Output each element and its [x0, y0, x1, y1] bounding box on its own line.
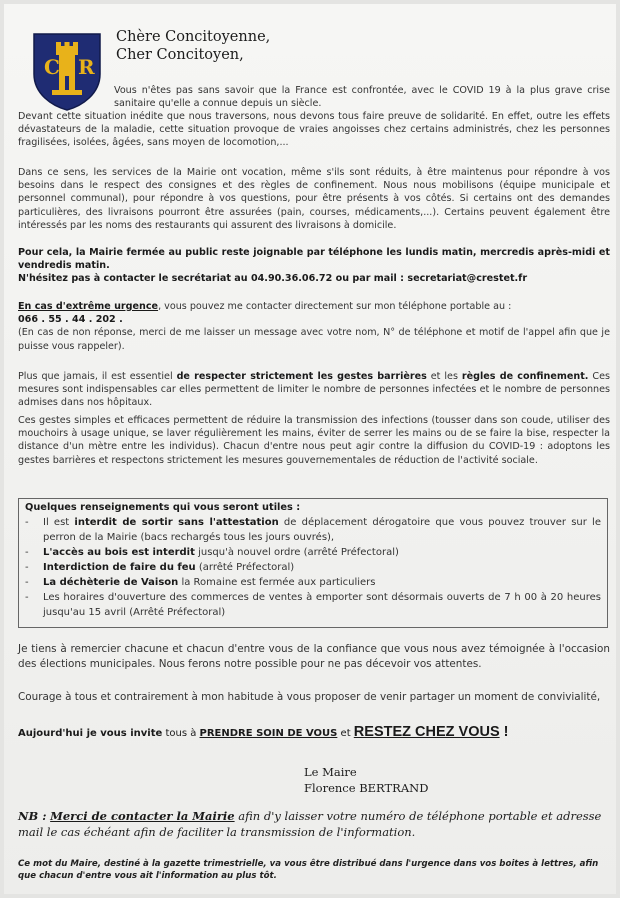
invite-exclamation: !	[499, 724, 509, 740]
solidarity-paragraph: Devant cette situation inédite que nous traversons, nous devons tous faire preuve de solidarité. En effet, outre les effets dévastateurs de la maladie, cette situation provoque de vraies angoisses chez certains administrés, chez les personnes fragilisées, isolées, âgées, sans moyen de locomotion,...	[18, 111, 610, 149]
signature-title: Le Maire	[304, 765, 357, 779]
gestes-pre: Plus que jamais, il est essentiel	[18, 371, 177, 382]
urgence-paragraph	[18, 300, 610, 353]
regles-confinement: règles de confinement.	[461, 371, 589, 382]
signature	[304, 764, 428, 796]
info-list	[25, 515, 601, 620]
greeting	[116, 28, 270, 64]
item-post: jusqu'à nouvel ordre (arrêté Préfectoral)	[194, 547, 399, 558]
urgence-label: En cas d'extrême urgence	[18, 301, 159, 312]
item-bold: L'accès au bois est interdit	[43, 547, 195, 558]
secretariat-contact: N'hésitez pas à contacter le secrétariat au 04.90.36.06.72 ou par mail : secretariat@crestet.fr	[18, 273, 528, 285]
info-box	[18, 498, 608, 628]
mairie-hours-paragraph	[18, 246, 610, 286]
item-post: la Romaine est fermée aux particuliers	[178, 577, 376, 588]
nb-paragraph	[18, 808, 610, 840]
letter-page	[4, 4, 616, 894]
gestes-barrieres: de respecter strictement les gestes barrières	[176, 371, 427, 382]
list-item	[25, 575, 601, 590]
item-bold: Interdiction de faire du feu	[43, 562, 196, 573]
info-box-title: Quelques renseignements qui vous seront utiles :	[25, 502, 301, 513]
restez-chez-vous-text: RESTEZ CHEZ VOUS	[353, 724, 500, 740]
prendre-soin-text: PRENDRE SOIN DE VOUS	[199, 728, 338, 739]
intro-paragraph: Vous n'êtes pas sans savoir que la France est confrontée, avec le COVID 19 à la plus grave crise sanitaire qu'elle a connue depuis un siècle.	[114, 85, 610, 110]
item-bold: La déchèterie de Vaison	[43, 577, 179, 588]
footer-note: Ce mot du Maire, destiné à la gazette trimestrielle, va vous être distribué dans l'urgence dans vos boites à lettres, afin que chacun d'entre vous ait l'information au plus tôt.	[18, 859, 599, 881]
gestes-mid: et les	[426, 371, 462, 382]
item-pre: Il est	[43, 517, 75, 528]
list-item: - Les horaires d'ouverture des commerces de ventes à emporter sont désormais ouverts de 7 h 00 à 20 heures jusqu'au 15 avril (Arrêté Préfectoral)	[25, 590, 601, 620]
logo-letter-c: C	[44, 55, 60, 79]
list-item	[25, 515, 601, 545]
greeting-line-1: Chère Concitoyenne,	[116, 29, 271, 45]
mairie-hours-text: Pour cela, la Mairie fermée au public reste joignable par téléphone les lundis matin, mercredis après-midi et vendredis matin.	[18, 247, 610, 272]
invite-tous: tous à	[162, 728, 200, 739]
crestet-shield-logo	[30, 30, 104, 112]
urgence-text: , vous pouvez me contacter directement sur mon téléphone portable au :	[158, 301, 512, 312]
nb-label: NB :	[18, 809, 47, 823]
invite-pre: Aujourd'hui je vous invite	[18, 728, 163, 739]
gestes-details-paragraph: Ces gestes simples et efficaces permettent de réduire la transmission des infections (tousser dans son coude, utiliser des mouchoirs à usage unique, se laver régulièrement les mains, éviter de serrer les mains ou de se faire la bise, respecter la distance d'un mètre entre les individus). Chacun d'entre nous peut agir contre la diffusion du COVID-19 : adoptons les gestes barrières et respectons strictement les mesures gouvernementales de réduction de l'activité sociale.	[18, 415, 610, 466]
nb-text: afin d'y laisser votre numéro de téléphone portable et adresse mail le cas échéant afin de faciliter la transmission de l'information.	[18, 809, 602, 839]
invite-line	[18, 724, 508, 740]
gestes-post: Ces mesures sont indispensables car elles permettent de limiter le nombre de personnes infectées et le nombre de personnes admises dans nos hôpitaux.	[18, 371, 610, 409]
urgence-note: (En cas de non réponse, merci de me laisser un message avec votre nom, N° de téléphone et motif de l'appel afin que je puisse vous rappeler).	[18, 327, 610, 352]
item-post: de déplacement dérogatoire que vous pouvez trouver sur le perron de la Mairie (bacs rechargés tous les jours ouvrés),	[43, 517, 601, 543]
urgence-phone: 066 . 55 . 44 . 202 .	[18, 314, 123, 326]
gestes-paragraph	[18, 370, 610, 410]
invite-et: et	[337, 728, 354, 739]
services-paragraph: Dans ce sens, les services de la Mairie ont vocation, même s'ils sont réduits, à être maintenus pour répondre à vos besoins dans le respect des consignes et des règles de confinement. Nous nous mobilisons (équipe municipale et personnel communal), pour répondre à vos questions, pour être présents à vos côtés. Si certains ont des demandes particulières, des livraisons pourront être assurées (pain, courses, médicaments,...). Certains peuvent également être intéressés par les noms des restaurants qui assurent des livraisons à domicile.	[18, 167, 610, 231]
signature-name: Florence BERTRAND	[304, 781, 429, 795]
item-post: (arrêté Préfectoral)	[195, 562, 295, 573]
nb-contact-mairie: Merci de contacter la Mairie	[50, 809, 235, 823]
courage-paragraph: Courage à tous et contrairement à mon habitude à vous proposer de venir partager un moment de convivialité,	[18, 691, 601, 703]
item-bold: interdit de sortir sans l'attestation	[74, 517, 279, 528]
logo-letter-r: R	[78, 55, 95, 79]
list-item	[25, 560, 601, 575]
list-item	[25, 545, 601, 560]
greeting-line-2: Cher Concitoyen,	[116, 47, 244, 63]
thanks-paragraph: Je tiens à remercier chacune et chacun d'entre vous de la confiance que vous nous avez témoignée à l'occasion des élections municipales. Nous ferons notre possible pour ne pas décevoir vos attentes.	[18, 643, 610, 670]
